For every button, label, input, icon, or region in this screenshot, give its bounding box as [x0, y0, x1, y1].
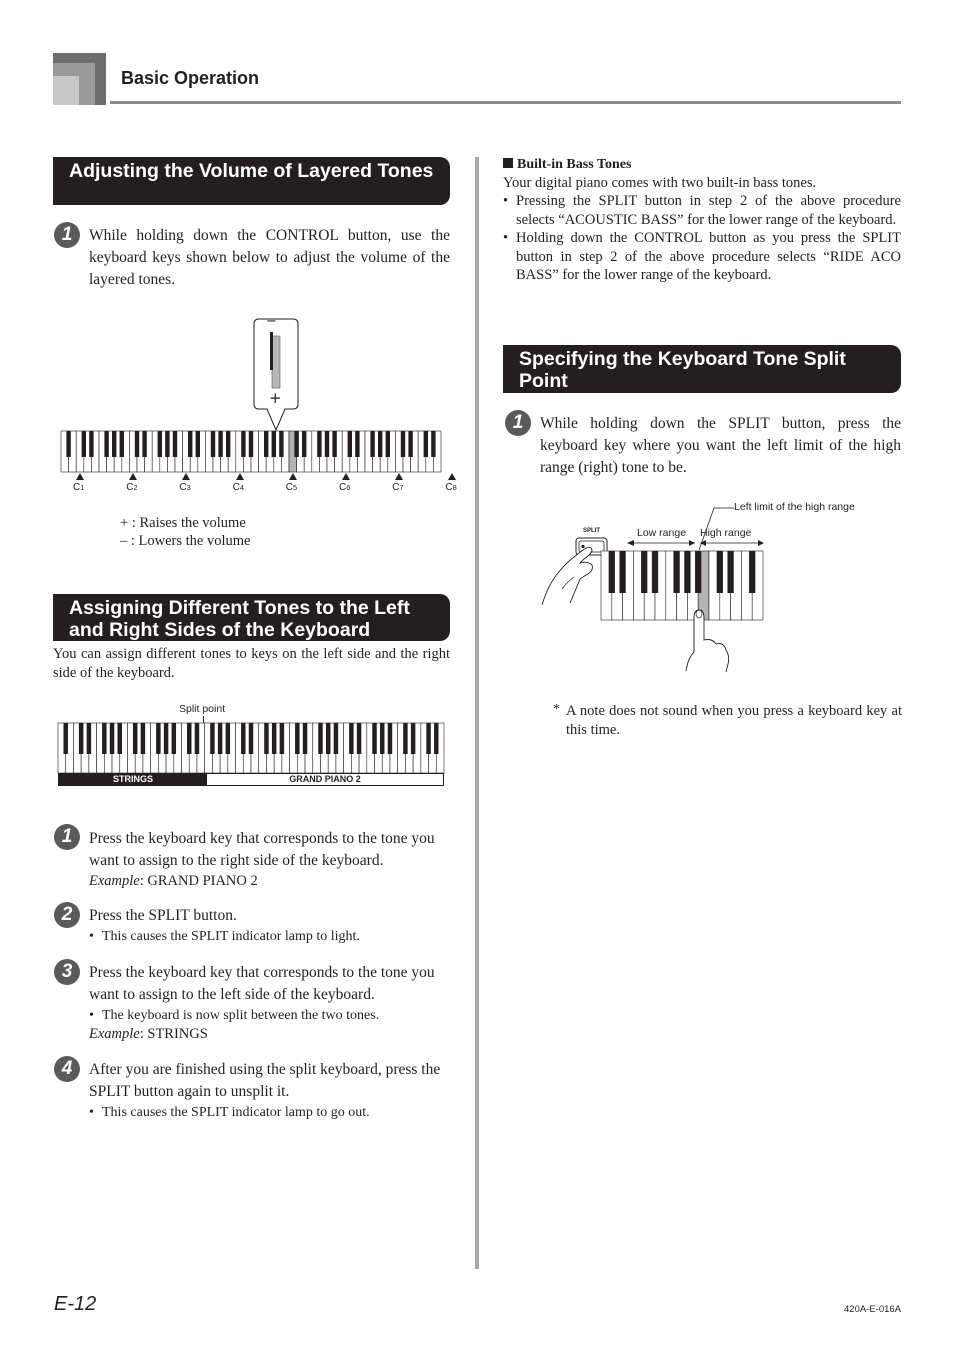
key-label: C8 — [445, 482, 457, 493]
black-key — [355, 431, 359, 457]
black-key — [110, 723, 114, 754]
black-key — [641, 551, 647, 593]
left-limit-label: Left limit of the high range — [734, 501, 855, 513]
black-key — [195, 723, 199, 754]
black-key — [89, 431, 93, 457]
black-key — [302, 431, 306, 457]
assign-section-title: Assigning Different Tones to the Left and Right Sides of the Keyboard — [53, 594, 450, 641]
black-key — [294, 431, 298, 457]
black-key — [279, 431, 283, 457]
black-key — [357, 723, 361, 754]
black-key — [332, 431, 336, 457]
assign-step-3-bullet: • The keyboard is now split between the two tones. — [89, 1007, 450, 1026]
black-key — [348, 431, 352, 457]
black-key — [388, 723, 392, 754]
assign-step-1-example: Example: GRAND PIANO 2 — [89, 873, 258, 889]
black-key — [326, 723, 330, 754]
black-key — [82, 431, 86, 457]
black-key — [334, 723, 338, 754]
step-number: 2 — [54, 902, 80, 928]
black-key — [188, 431, 192, 457]
note-asterisk: * — [553, 702, 560, 717]
black-key — [218, 723, 222, 754]
assign-step-2-text: Press the SPLIT button. — [89, 907, 237, 924]
column-divider — [475, 157, 479, 1269]
page-number: E-12 — [54, 1293, 97, 1315]
volume-slider-icon — [253, 318, 299, 432]
split-point-label: Split point — [179, 703, 226, 715]
step-number: 4 — [54, 1056, 80, 1082]
key-marker-triangle-icon — [395, 473, 403, 480]
black-key — [695, 551, 701, 593]
legend-plus: + : Raises the volume — [120, 515, 246, 531]
black-key — [218, 431, 222, 457]
black-key — [727, 551, 733, 593]
split-section-title: Specifying the Keyboard Tone Split Point — [503, 345, 901, 393]
black-key — [386, 431, 390, 457]
black-key — [264, 723, 268, 754]
black-key — [187, 723, 191, 754]
black-key — [749, 551, 755, 593]
black-key — [66, 431, 70, 457]
black-key — [172, 723, 176, 754]
black-key — [431, 431, 435, 457]
black-key — [63, 723, 67, 754]
bass-bullets — [503, 192, 901, 285]
tone-bar — [58, 773, 444, 786]
black-key — [684, 551, 690, 593]
black-key — [164, 723, 168, 754]
key-label: C5 — [285, 482, 298, 493]
key-label: C7 — [392, 482, 404, 493]
black-key — [372, 723, 376, 754]
black-key — [226, 723, 230, 754]
split-button-label: SPLIT — [583, 528, 601, 534]
black-key — [411, 723, 415, 754]
assign-step-2-bullet: • This causes the SPLIT indicator lamp to light. — [89, 928, 450, 947]
header-title: Basic Operation — [121, 68, 260, 88]
black-key — [133, 723, 137, 754]
step-number: 1 — [54, 222, 80, 248]
volume-step-text: While holding down the CONTROL button, use the keyboard keys shown below to adjust the volume of the layered tones. — [89, 227, 450, 288]
black-key — [135, 431, 139, 457]
black-key — [165, 431, 169, 457]
key-marker-triangle-icon — [129, 473, 137, 480]
key-label: C3 — [179, 482, 191, 493]
black-key — [142, 431, 146, 457]
black-key — [403, 723, 407, 754]
black-key — [79, 723, 83, 754]
assign-step-4-text: After you are finished using the split keyboard, press the SPLIT button again to unsplit it. — [89, 1061, 441, 1100]
black-key — [118, 723, 122, 754]
black-key — [104, 431, 108, 457]
black-key — [280, 723, 284, 754]
black-key — [426, 723, 430, 754]
key-marker-triangle-icon — [182, 473, 190, 480]
square-bullet-icon — [503, 158, 513, 168]
finger-pressing-key-icon — [682, 606, 732, 672]
key-marker-triangle-icon — [236, 473, 244, 480]
grand-piano-tone-bar: GRAND PIANO 2 — [289, 774, 361, 784]
key-marker-triangle-icon — [289, 473, 297, 480]
step-number: 1 — [54, 824, 80, 850]
slider-minus-sign: − — [266, 314, 277, 329]
step-number: 3 — [54, 959, 80, 985]
black-key — [652, 551, 658, 593]
header-rule — [110, 101, 901, 104]
black-key — [196, 431, 200, 457]
assign-intro: You can assign different tones to keys on the left side and the right side of the keyboard. — [53, 646, 450, 681]
black-key — [424, 431, 428, 457]
black-key — [87, 723, 91, 754]
assign-step-3-example: Example: STRINGS — [89, 1026, 208, 1042]
assign-step-4-bullet: • This causes the SPLIT indicator lamp to go out. — [89, 1104, 450, 1123]
key-label: C4 — [232, 482, 244, 493]
black-key — [673, 551, 679, 593]
key-marker-triangle-icon — [76, 473, 84, 480]
black-key — [378, 431, 382, 457]
assign-step-3-text: Press the keyboard key that corresponds to the tone you want to assign to the left side of the keyboard. — [89, 964, 435, 1003]
keyboard-diagram — [61, 431, 441, 473]
black-key — [249, 723, 253, 754]
black-key — [619, 551, 625, 593]
black-key — [318, 723, 322, 754]
black-key — [317, 431, 321, 457]
black-key — [609, 551, 615, 593]
black-key — [249, 431, 253, 457]
split-note: A note does not sound when you press a keyboard key at this time. — [566, 703, 902, 738]
black-key — [173, 431, 177, 457]
black-key — [434, 723, 438, 754]
key-marker-triangle-icon — [448, 473, 456, 480]
black-key — [102, 723, 106, 754]
key-marker-triangle-icon — [342, 473, 350, 480]
bass-section-title: Built-in Bass Tones — [503, 156, 631, 175]
black-key — [158, 431, 162, 457]
split-step-text: While holding down the SPLIT button, press the keyboard key where you want the left limit of the high range (right) tone to be. — [540, 415, 901, 476]
black-key — [241, 723, 245, 754]
black-key — [370, 431, 374, 457]
low-range-label: Low range — [637, 527, 687, 539]
volume-section-title: Adjusting the Volume of Layered Tones — [53, 157, 450, 205]
black-key — [349, 723, 353, 754]
finger-pressing-split-icon — [540, 545, 596, 607]
black-key — [272, 723, 276, 754]
black-key — [272, 431, 276, 457]
split-keyboard-diagram — [58, 723, 444, 773]
bass-intro: Your digital piano comes with two built-in bass tones. — [503, 175, 817, 191]
black-key — [112, 431, 116, 457]
black-key — [264, 431, 268, 457]
key-label: C2 — [126, 482, 138, 493]
assign-step-1-text: Press the keyboard key that corresponds to the tone you want to assign to the right side of the keyboard. — [89, 830, 435, 869]
step-number: 1 — [505, 410, 531, 436]
black-key — [156, 723, 160, 754]
document-code: 420A-E-016A — [844, 1304, 902, 1315]
high-range-label: High range — [700, 527, 752, 539]
black-key — [141, 723, 145, 754]
slider-plus-sign: + — [269, 389, 282, 407]
black-key — [295, 723, 299, 754]
black-key — [408, 431, 412, 457]
black-key — [380, 723, 384, 754]
corner-block-icon — [53, 53, 106, 105]
black-key — [120, 431, 124, 457]
key-label: C1 — [73, 482, 85, 493]
black-key — [325, 431, 329, 457]
range-arrows — [627, 538, 765, 548]
legend-minus: – : Lowers the volume — [120, 533, 251, 549]
bass-bullet-1: • Pressing the SPLIT button in step 2 of the above procedure selects “ACOUSTIC BASS” for the lower range of the keyboard. — [503, 192, 901, 229]
black-key — [210, 723, 214, 754]
black-key — [303, 723, 307, 754]
bass-bullet-2: • Holding down the CONTROL button as you press the SPLIT button in step 2 of the above procedure selects “RIDE ACO BASS” for the lower range of the keyboard. — [503, 229, 901, 285]
key-label: C6 — [339, 482, 351, 493]
black-key — [241, 431, 245, 457]
black-key — [717, 551, 723, 593]
black-key — [401, 431, 405, 457]
black-key — [211, 431, 215, 457]
black-key — [226, 431, 230, 457]
strings-tone-bar: STRINGS — [59, 774, 207, 785]
